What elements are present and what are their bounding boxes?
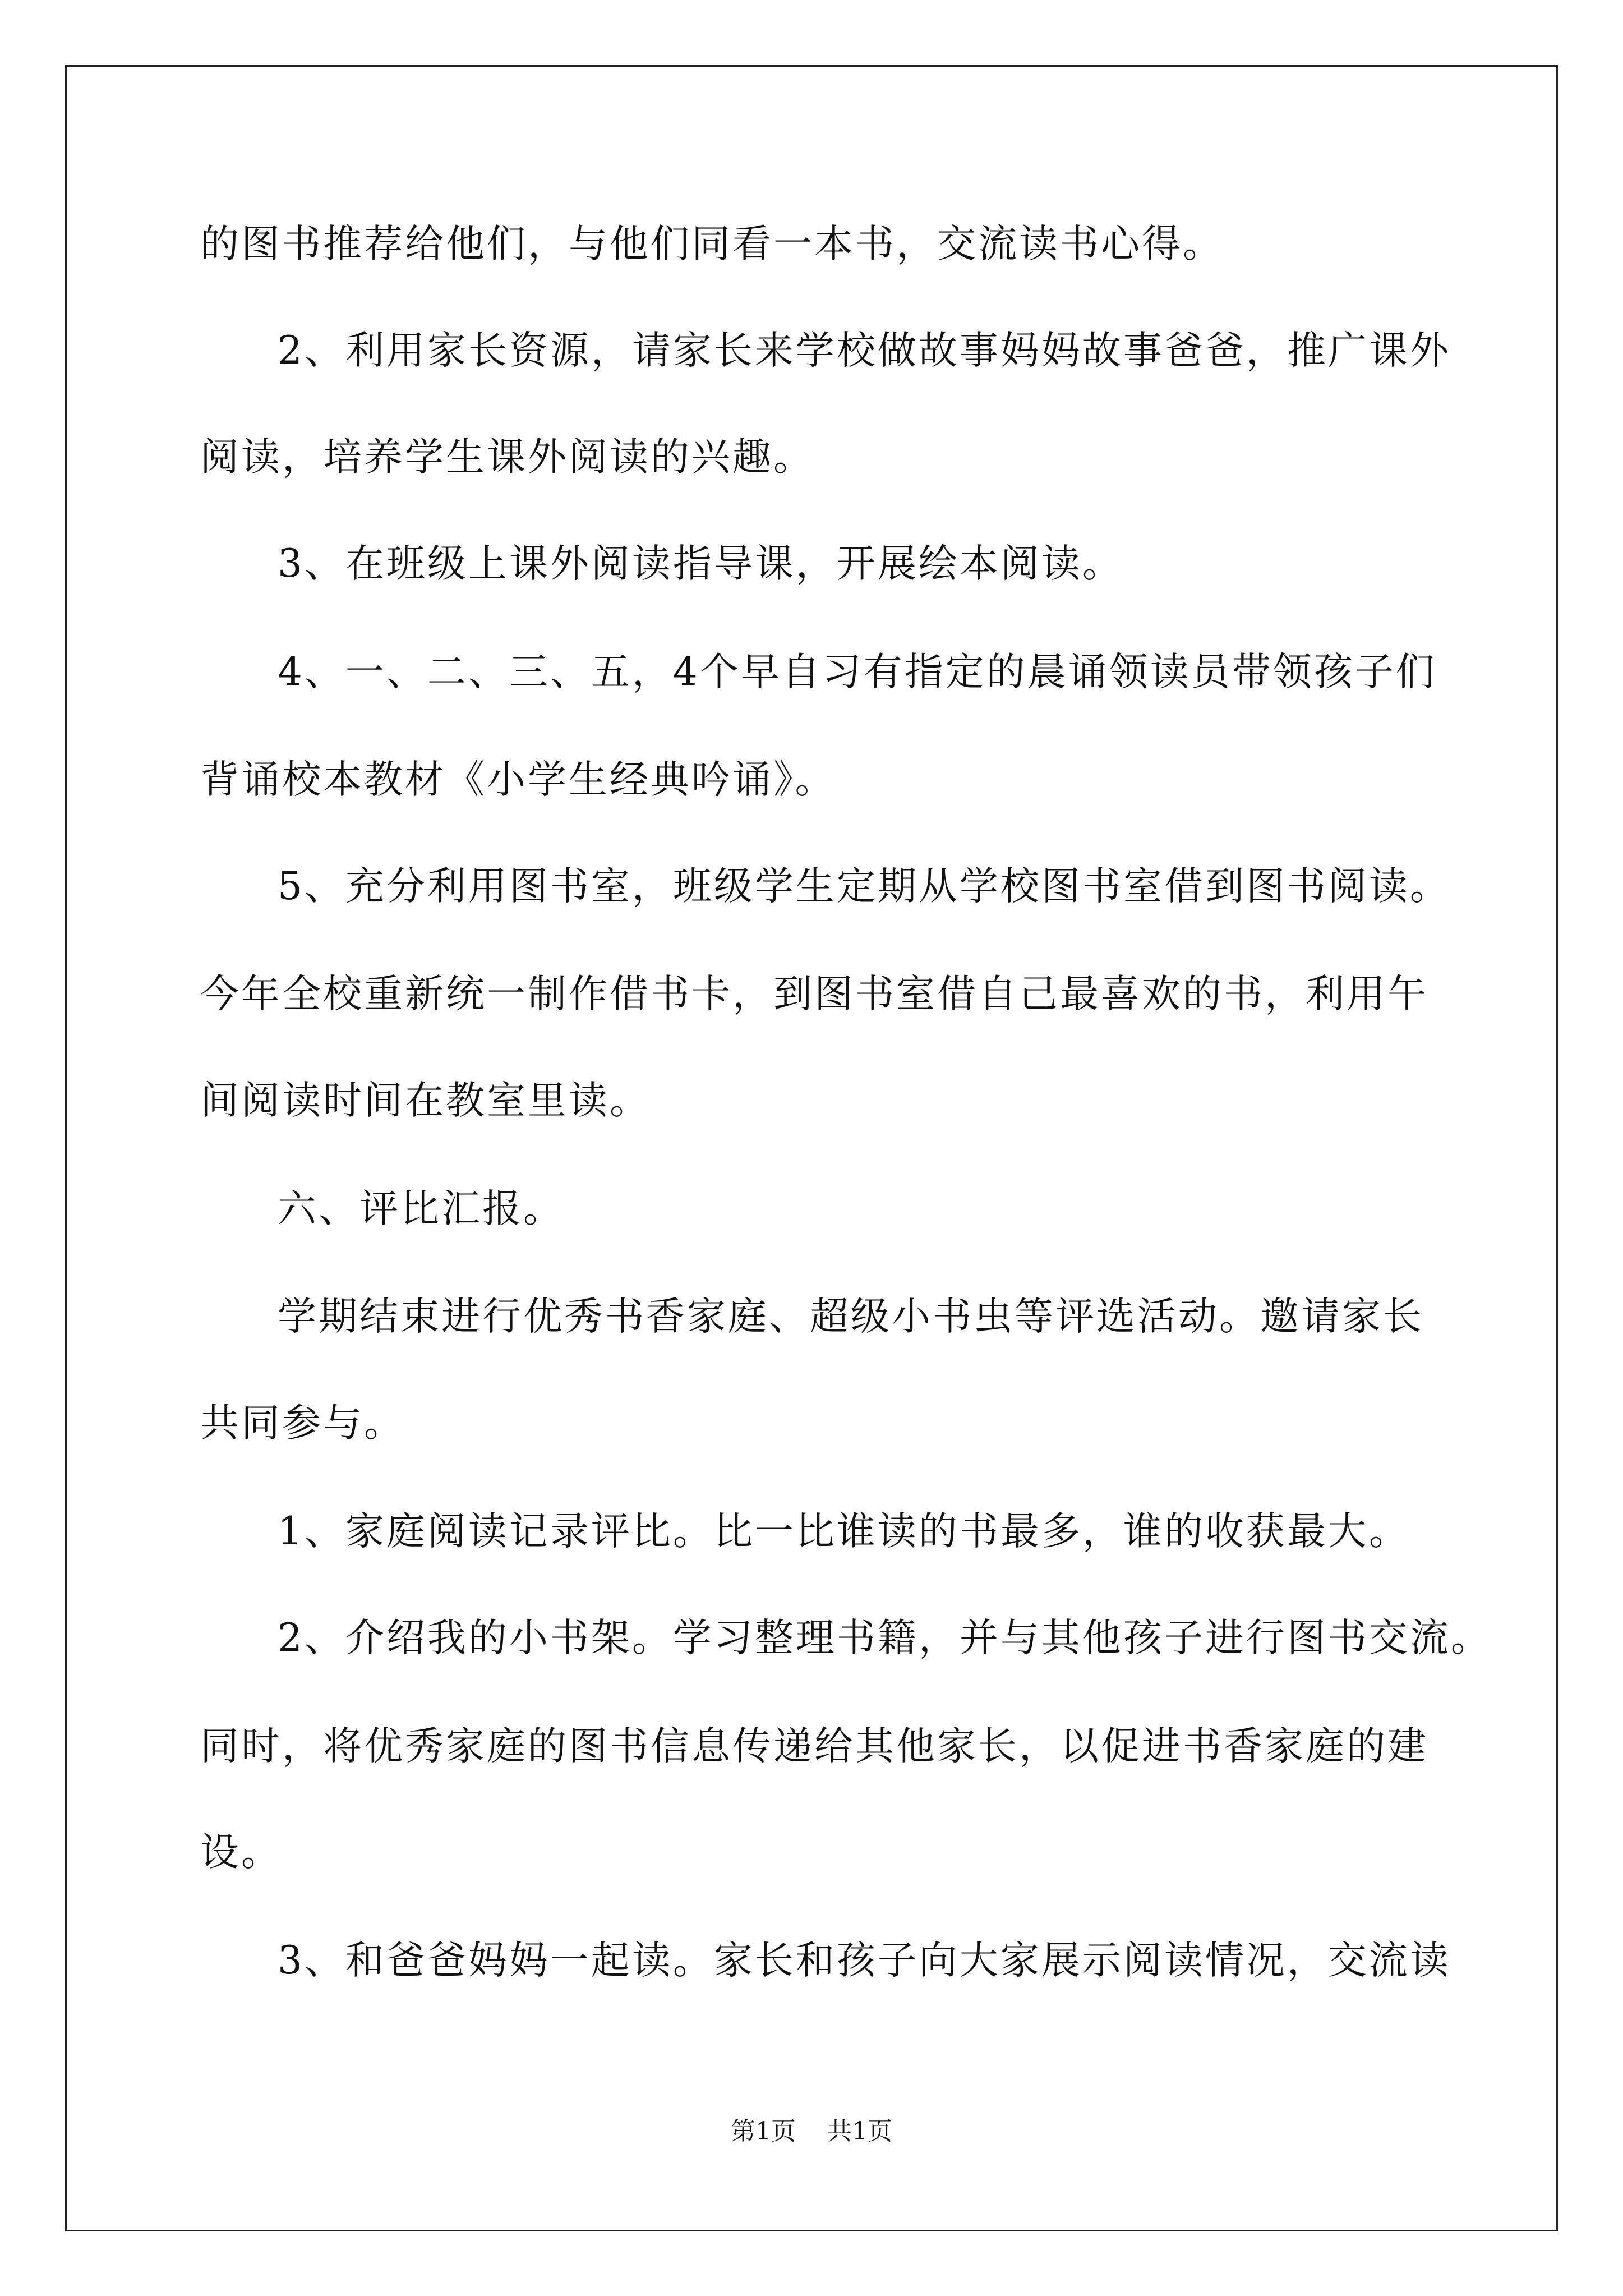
- text-line: 共同参与。: [200, 1401, 405, 1446]
- text-line: 2、介绍我的小书架。学习整理书籍，并与其他孩子进行图书交流。: [278, 1616, 1492, 1660]
- page-number: 第1页: [731, 2117, 796, 2146]
- text-line: 设。: [200, 1830, 282, 1875]
- text-line: 阅读，培养学生课外阅读的兴趣。: [200, 435, 814, 480]
- text-line: 间阅读时间在教室里读。: [200, 1078, 651, 1123]
- text-line: 3、和爸爸妈妈一起读。家长和孩子向大家展示阅读情况，交流读: [278, 1938, 1451, 1983]
- text-line: 1、家庭阅读记录评比。比一比谁读的书最多，谁的收获最大。: [278, 1509, 1410, 1554]
- page-total: 共1页: [827, 2117, 892, 2146]
- text-line: 同时，将优秀家庭的图书信息传递给其他家长，以促进书香家庭的建: [200, 1724, 1428, 1769]
- text-line: 2、利用家长资源，请家长来学校做故事妈妈故事爸爸，推广课外: [278, 328, 1451, 373]
- text-line: 5、充分利用图书室，班级学生定期从学校图书室借到图书阅读。: [278, 864, 1451, 909]
- text-line: 学期结束进行优秀书香家庭、超级小书虫等评选活动。邀请家长: [278, 1294, 1424, 1339]
- page-border: [65, 65, 1558, 2231]
- text-line: 背诵校本教材《小学生经典吟诵》。: [200, 757, 836, 802]
- section-heading: 六、评比汇报。: [278, 1186, 564, 1231]
- text-line: 的图书推荐给他们，与他们同看一本书，交流读书心得。: [200, 222, 1224, 266]
- text-line: 今年全校重新统一制作借书卡，到图书室借自己最喜欢的书，利用午: [200, 972, 1428, 1016]
- page-footer: [0, 2118, 1623, 2146]
- text-line: 4、一、二、三、五，4个早自习有指定的晨诵领读员带领孩子们: [278, 650, 1437, 694]
- text-line: 3、在班级上课外阅读指导课，开展绘本阅读。: [278, 541, 1123, 586]
